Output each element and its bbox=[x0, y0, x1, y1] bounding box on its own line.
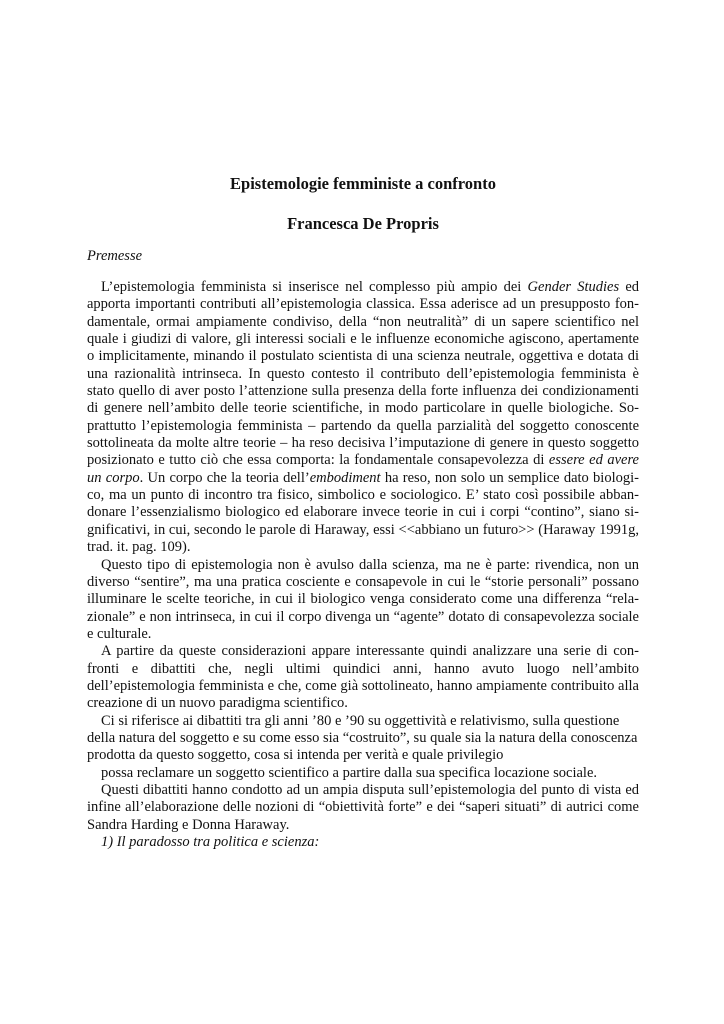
section-heading: 1) Il paradosso tra politica e scienza: bbox=[101, 834, 320, 850]
paragraph-text: Ci si riferisce ai dibattiti tra gli anni ’80 e ’90 su oggettività e relativismo, sulla questione della natura del soggetto e su come esso sia “costruito”, su quale sia la natura della conoscenza prodotta da questo soggetto, cosa si intenda per verità e quale privilegio bbox=[87, 712, 638, 764]
paragraph-text: ed apporta importanti contributi all’epistemologia classica. Essa aderisce ad un presupposto fondamentale, ormai ampiamente condiviso, della “non neutralità” di un sapere scientifico nel quale i giudizi di valore, gli interessi sociali e le influenze economiche agiscono, apertamente o implicitamente, minando il postulato scientista di una scienza neutrale, oggettiva e dotata di una razionalità intrinseca. In questo contesto il contributo dell’epistemologia femminista è stato quello di aver posto l’attenzione sulla presenza della forte influenza dei condizionamenti di genere nell’ambito delle teorie scientifiche, in modo particolare in quelle biologiche. Soprattutto l’epistemologia femminista – partendo da quella parzialità del soggetto conoscente sottolineata da molte altre teorie – ha reso decisiva l’imputazione di genere in questo soggetto posizionato e tutto ciò che essa comporta: la fondamentale consapevolezza di bbox=[87, 279, 640, 469]
section-label: Premesse bbox=[87, 248, 143, 264]
paragraph bbox=[87, 765, 639, 782]
paragraph-text: A partire da queste considerazioni appare interessante quindi analizzare una serie di confronti e dibattiti che, negli ultimi quindici anni, hanno avuto luogo nell’ambito dell’epistemologia femminista e che, come già sottolineato, hanno ampiamente contribuito alla creazione di un nuovo paradigma scientifico. bbox=[87, 643, 639, 712]
paragraph bbox=[87, 643, 639, 712]
paragraph-text: Questo tipo di epistemologia non è avulso dalla scienza, ma ne è parte: rivendica, non un diverso “sentire”, ma una pratica cosciente e consapevole in cui le “storie personali” possano illuminare le scelte teoriche, in cui il biologico venga considerato come una differenza “relazionale” e non intrinseca, in cui il corpo divenga un “agente” dotato di consapevolezza sociale e culturale. bbox=[87, 556, 639, 642]
paragraph-text: Questi dibattiti hanno condotto ad un ampia disputa sull’epistemologia del punto di vista ed infine all’elaborazione delle nozioni di “obiettività forte” e dei “saperi situati” di autrici come Sandra Harding e Donna Haraway. bbox=[87, 781, 639, 833]
paragraph-text: possa reclamare un soggetto scientifico a partire dalla sua specifica locazione sociale. bbox=[101, 764, 598, 781]
italic-text: essere ed avere un corpo bbox=[87, 452, 639, 486]
paragraph-text: ha reso, non solo un semplice dato biologico, ma un punto di incontro tra fisico, simbolico e sociologico. E’ stato così possibile abbandonare l’essenzialismo biologico ed elaborare invece teorie in cui i corpi “contino”, siano significativi, in cui, secondo le parole di Haraway, essi <<abbiano un futuro>> (Haraway 1991g, trad. it. pag. 109). bbox=[87, 469, 639, 556]
body-text bbox=[87, 279, 639, 834]
paragraph bbox=[87, 279, 639, 557]
document-page bbox=[87, 0, 639, 1024]
paragraph bbox=[87, 713, 639, 765]
document-title: Epistemologie femministe a confronto bbox=[230, 174, 496, 193]
paragraph bbox=[87, 557, 639, 644]
paragraph bbox=[87, 782, 639, 834]
italic-text: embodiment bbox=[309, 469, 381, 486]
italic-text: Gender Studies bbox=[527, 279, 620, 295]
paragraph-text: . Un corpo che la teoria dell’ bbox=[139, 469, 310, 486]
paragraph-text: L’epistemologia femminista si inserisce nel complesso più ampio dei bbox=[101, 279, 528, 295]
document-author: Francesca De Propris bbox=[287, 214, 439, 233]
